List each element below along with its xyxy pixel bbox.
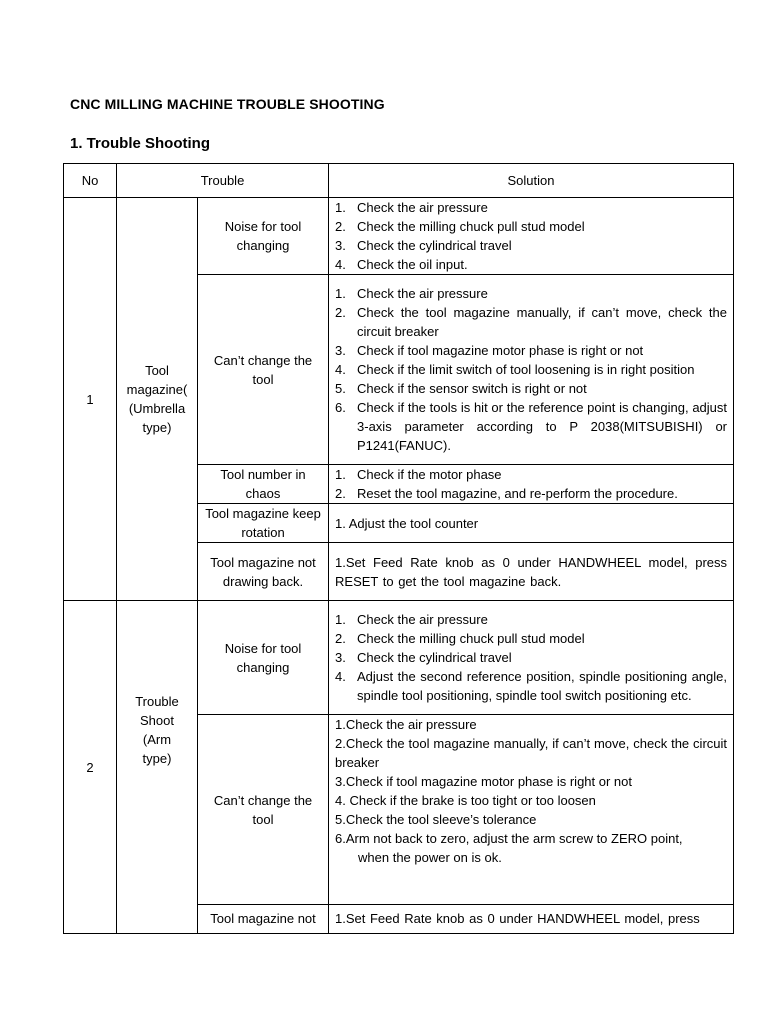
solution-step: 5. Check if the sensor switch is right or not xyxy=(335,381,587,396)
section-title: 1. Trouble Shooting xyxy=(70,135,210,152)
solution-text: 1.Set Feed Rate knob as 0 under HANDWHEEL model, press RESET to get the tool magazine back. xyxy=(329,543,734,601)
solution-line: 2.Check the tool magazine manually, if can’t move, check the circuit breaker xyxy=(335,736,728,770)
solution-step: 3. Check the cylindrical travel xyxy=(335,238,512,253)
solution-step: 2. Check the milling chuck pull stud model xyxy=(335,631,585,646)
solution-list xyxy=(329,601,734,715)
solution-line: 1.Check the air pressure xyxy=(335,717,477,732)
trouble-description: Noise for tool changing xyxy=(198,601,329,715)
solution-line: when the power on is ok. xyxy=(358,850,502,865)
table-row xyxy=(64,601,734,715)
trouble-shooting-table xyxy=(63,163,734,934)
solution-step: 6. Check if the tools is hit or the reference point is changing, adjust 3-axis parameter according to P 2038(MITSUBISHI) or P1241(FANUC). xyxy=(335,400,728,453)
header-solution: Solution xyxy=(329,164,734,198)
trouble-category: Trouble Shoot (Arm type) xyxy=(117,601,198,934)
trouble-description: Tool magazine keep rotation xyxy=(198,504,329,543)
solution-step: 4. Adjust the second reference position, spindle positioning angle, spindle tool positioning, spindle tool switch positioning etc. xyxy=(335,669,728,703)
solution-line: 6.Arm not back to zero, adjust the arm screw to ZERO point, xyxy=(335,831,683,846)
solution-list xyxy=(329,275,734,465)
solution-step: 2. Check the tool magazine manually, if can’t move, check the circuit breaker xyxy=(335,305,728,339)
solution-line: 4. Check if the brake is too tight or too loosen xyxy=(335,793,596,808)
table-row xyxy=(64,198,734,275)
header-trouble: Trouble xyxy=(117,164,329,198)
solution-list xyxy=(329,715,734,905)
solution-list xyxy=(329,465,734,504)
trouble-description: Tool number in chaos xyxy=(198,465,329,504)
solution-step: 4. Check the oil input. xyxy=(335,257,468,272)
solution-step: 3. Check the cylindrical travel xyxy=(335,650,512,665)
trouble-description: Noise for tool changing xyxy=(198,198,329,275)
solution-step: 3. Check if tool magazine motor phase is right or not xyxy=(335,343,644,358)
row-number: 1 xyxy=(64,198,117,601)
solution-step: 1. Check the air pressure xyxy=(335,286,488,301)
solution-step: 1. Check if the motor phase xyxy=(335,467,502,482)
solution-step: 4. Check if the limit switch of tool loosening is in right position xyxy=(335,362,695,377)
document-title: CNC MILLING MACHINE TROUBLE SHOOTING xyxy=(70,96,385,112)
solution-text: 1.Set Feed Rate knob as 0 under HANDWHEEL model, press xyxy=(329,905,734,934)
solution-list xyxy=(329,198,734,275)
header-no: No xyxy=(64,164,117,198)
trouble-category: Tool magazine( (Umbrella type) xyxy=(117,198,198,601)
solution-line: 3.Check if tool magazine motor phase is right or not xyxy=(335,774,632,789)
solution-step: 1. Check the air pressure xyxy=(335,612,488,627)
solution-step: 2. Reset the tool magazine, and re-perform the procedure. xyxy=(335,486,678,501)
solution-step: 2. Check the milling chuck pull stud model xyxy=(335,219,585,234)
trouble-description: Tool magazine not drawing back. xyxy=(198,543,329,601)
solution-text: 1. Adjust the tool counter xyxy=(329,504,734,543)
row-number: 2 xyxy=(64,601,117,934)
trouble-description: Can’t change the tool xyxy=(198,715,329,905)
solution-line: 5.Check the tool sleeve’s tolerance xyxy=(335,812,537,827)
trouble-description: Tool magazine not xyxy=(198,905,329,934)
trouble-description: Can’t change the tool xyxy=(198,275,329,465)
table-header-row xyxy=(64,164,734,198)
solution-step: 1. Check the air pressure xyxy=(335,200,488,215)
